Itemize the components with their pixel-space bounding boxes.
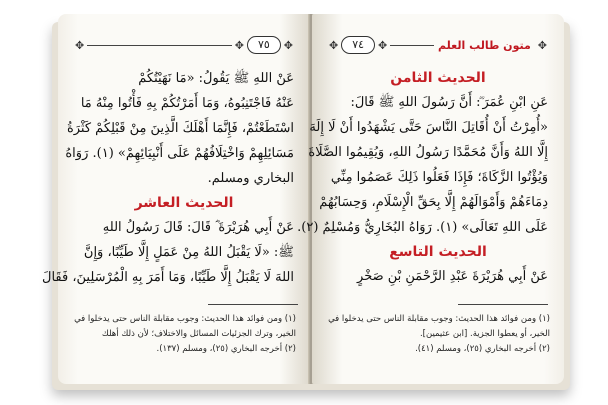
ornament-icon: ✥ [234, 38, 244, 52]
text-line: البخاري ومسلم. [207, 171, 294, 186]
text-line: ﷺ: «لَا يَقْبَلُ اللهُ مِنْ عَمَلٍ إِلَّا طَيِّبًا، وَإِنَّ [83, 245, 294, 260]
right-page-text [297, 66, 548, 289]
text-line: «أُمِرْتُ أَنْ أُقَاتِلَ النَّاسَ حَتَّى يَشْهَدُوا أَنْ لَا إِلَهَ [309, 120, 548, 135]
header-rule [390, 45, 434, 46]
text-line: عَنِ ابْنِ عُمَرَ ؓ: أَنَّ رَسُولَ اللهِ ﷺ قَالَ: [350, 95, 548, 110]
text-line: اسْتَطَعْتُمْ، فَإِنَّمَا أَهْلَكَ الَّذِينَ مِنْ قَبْلِكُمْ كَثْرَةُ [66, 121, 294, 136]
left-page-header [72, 34, 296, 56]
header-rule [87, 45, 232, 46]
book-title: متون طالب العلم [438, 38, 531, 52]
footnote: الخير، أو يعطوا الجزية. [ابن عثيمين]. [419, 329, 550, 339]
section-heading: الحديث التاسع [389, 244, 487, 260]
ornament-icon: ✥ [75, 38, 85, 52]
section-heading: الحديث الثامن [390, 70, 486, 86]
text-line: مَسَائِلِهِمْ وَاخْتِلَافُهُمْ عَلَى أَنْبِيَائِهِمْ» (١). رَوَاهُ [65, 146, 294, 161]
footnote-rule [458, 304, 548, 305]
right-page-header [326, 34, 550, 56]
ornament-icon: ✥ [283, 38, 293, 52]
text-line: دِمَاءَهُمْ وَأَمْوَالَهُمْ إِلَّا بِحَقِّ الْإِسْلَامِ، وَحِسَابُهُمْ [319, 195, 548, 210]
page-number: ٧٤ [341, 36, 375, 54]
left-page [42, 14, 310, 384]
footnote: (١) ومن فوائد هذا الحديث: وجوب مقابلة الناس حتى يدخلوا في [74, 314, 296, 324]
footnotes [326, 312, 550, 357]
text-line: عَنْهُ فَاجْتَنِبُوهُ، وَمَا أَمَرْتُكُمْ بِهِ فَأْتُوا مِنْهُ مَا [80, 96, 294, 111]
text-line: عَنْ أَبِي هُرَيْرَةَ ؓ قَالَ: قَالَ رَسُولُ اللهِ [102, 220, 294, 235]
open-book [42, 14, 570, 392]
footnote-rule [208, 304, 298, 305]
page-number: ٧٥ [247, 36, 281, 54]
right-page [297, 14, 564, 384]
text-line: عَنْ أَبِي هُرَيْرَةَ عَبْدِ الرَّحْمَنِ بْنِ صَخْرٍ [357, 269, 548, 284]
section-heading: الحديث العاشر [134, 195, 234, 211]
text-line: عَلَى اللهِ تَعَالَى» (١). رَوَاهُ البُخَارِيُّ وَمُسْلِمٌ (٢). [297, 220, 548, 235]
text-line: وَيُؤْتُوا الزَّكَاةَ؛ فَإِذَا فَعَلُوا ذَلِكَ عَصَمُوا مِنِّي [330, 170, 548, 185]
text-line: إِلَّا اللهُ وَأَنَّ مُحَمَّدًا رَسُولُ اللهِ، وَيُقِيمُوا الصَّلَاةَ [308, 145, 548, 160]
text-line: اللهَ لَا يَقْبَلُ إِلَّا طَيِّبًا، وَمَا أَمَرَ بِهِ الْمُرْسَلِينَ، فَقَالَ [42, 270, 294, 285]
footnote: الخير، وترك الجزئيات المسائل والاختلاف؛ لأن ذلك أهلك [101, 329, 296, 339]
footnote: (٢) أخرجه البخاري (٢٥)، ومسلم (٤١). [415, 344, 550, 354]
footnote: (٢) أخرجه البخاري (٢٥)، ومسلم (١٣٧). [156, 344, 296, 354]
text-line: عَنْ اللهِ ﷺ يَقُولُ: «مَا نَهَيْتُكُمْ [138, 71, 294, 86]
footnote: (١) ومن فوائد هذا الحديث: وجوب مقابلة الناس حتى يدخلوا في [328, 314, 550, 324]
footnotes [72, 312, 296, 357]
ornament-icon: ✥ [537, 38, 547, 52]
ornament-icon: ✥ [378, 38, 388, 52]
ornament-icon: ✥ [329, 38, 339, 52]
left-page-text [42, 66, 294, 290]
